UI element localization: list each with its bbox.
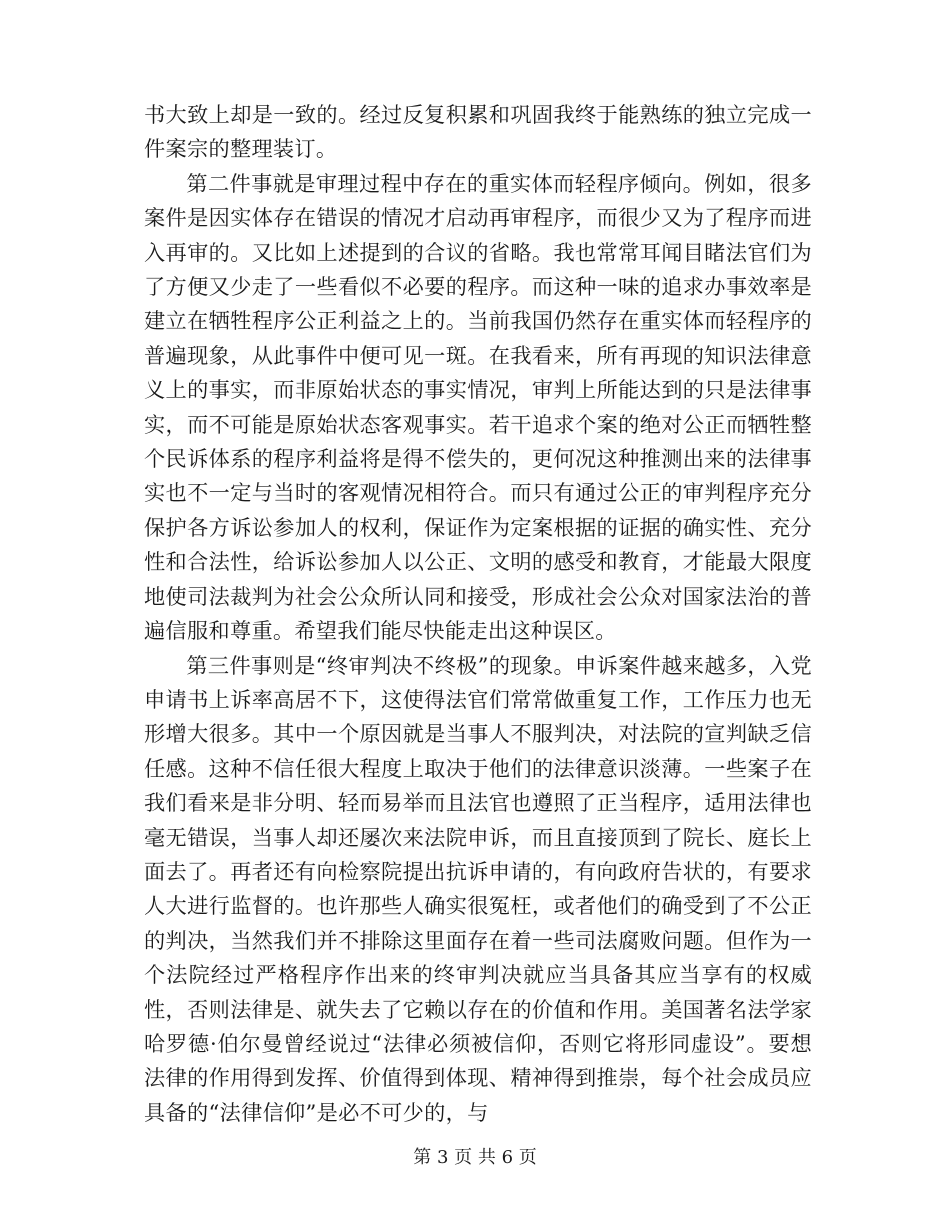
paragraph-second-matter: 第二件事就是审理过程中存在的重实体而轻程序倾向。例如，很多案件是因实体存在错误的情况才启动再审程序，而很少又为了程序而进入再审的。又比如上述提到的合议的省略。我也常常耳闻目睹法官们为了方便又少走了一些看似不必要的程序。而这种一味的追求办事效率是建立在牺牲程序公正利益之上的。当前我国仍然存在重实体而轻程序的普遍现象，从此事件中便可见一斑。在我看来，所有再现的知识法律意义上的事实，而非原始状态的事实情况，审判上所能达到的只是法律事实，而不可能是原始状态客观事实。若干追求个案的绝对公正而牺牲整个民诉体系的程序利益将是得不偿失的，更何况这种推测出来的法律事实也不一定与当时的客观情况相符合。而只有通过公正的审判程序充分保护各方诉讼参加人的权利，保证作为定案根据的证据的确实性、充分性和合法性，给诉讼参加人以公正、文明的感受和教育，才能最大限度地使司法裁判为社会公众所认同和接受，形成社会公众对国家法治的普遍信服和尊重。希望我们能尽快能走出这种误区。 bbox=[144, 170, 812, 644]
paragraph-continuation: 书大致上却是一致的。经过反复积累和巩固我终于能熟练的独立完成一件案宗的整理装订。 bbox=[144, 102, 812, 162]
page-number-footer: 第 3 页 共 6 页 bbox=[413, 1147, 537, 1168]
document-body bbox=[144, 98, 812, 1130]
paragraph-third-matter: 第三件事则是“终审判决不终极”的现象。申诉案件越来越多，入党申请书上诉率高居不下，这使得法官们常常做重复工作，工作压力也无形增大很多。其中一个原因就是当事人不服判决，对法院的宣判缺乏信任感。这种不信任很大程度上取决于他们的法律意识淡薄。一些案子在我们看来是非分明、轻而易举而且法官也遵照了正当程序，适用法律也毫无错误，当事人却还屡次来法院申诉，而且直接顶到了院长、庭长上面去了。再者还有向检察院提出抗诉申请的，有向政府告状的，有要求人大进行监督的。也许那些人确实很冤枉，或者他们的确受到了不公正的判决，当然我们并不排除这里面存在着一些司法腐败问题。但作为一个法院经过严格程序作出来的终审判决就应当具备其应当享有的权威性，否则法律是、就失去了它赖以存在的价值和作用。美国著名法学家哈罗德·伯尔曼曾经说过“法律必须被信仰，否则它将形同虚设”。要想法律的作用得到发挥、价值得到体现、精神得到推崇，每个社会成员应具备的“法律信仰”是必不可少的，与 bbox=[144, 652, 812, 1125]
